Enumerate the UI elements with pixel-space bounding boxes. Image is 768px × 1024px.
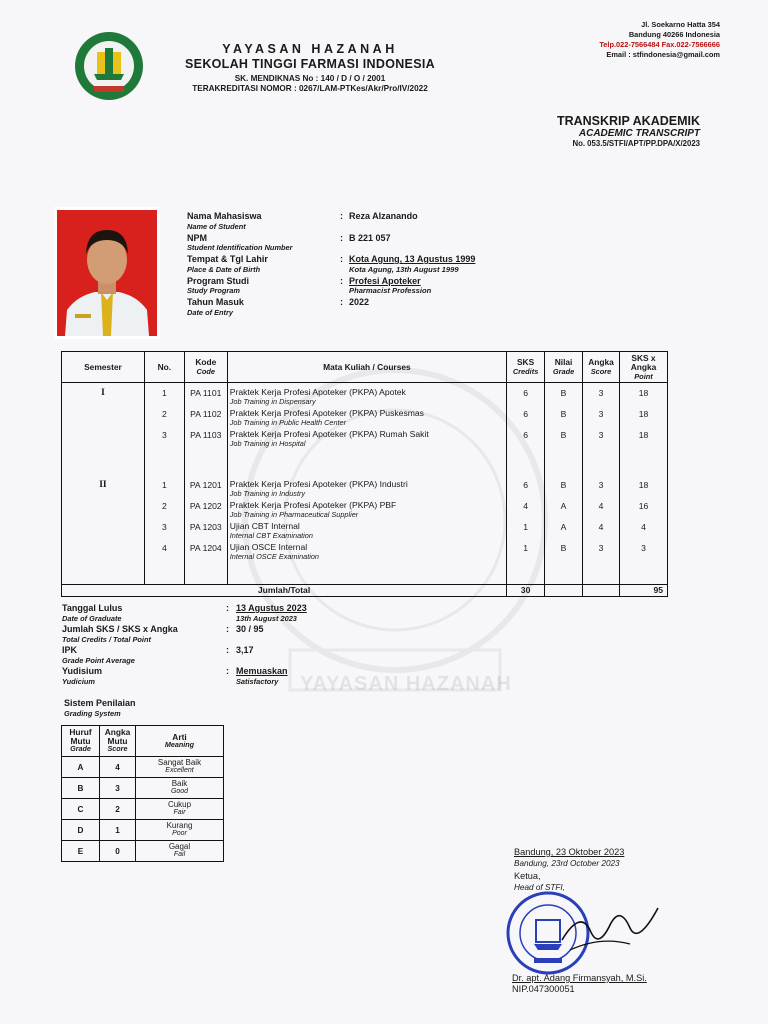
info-label: NPM [187, 232, 207, 243]
header-code-label: Kode [195, 357, 217, 367]
info-label-en: Student Identification Number [187, 243, 293, 252]
address-street: Jl. Soekarno Hatta 354 [641, 20, 720, 29]
header-point-label: SKS x [631, 352, 656, 363]
yudicium-value: Memuaskan [236, 666, 288, 676]
grading-header-score-2: Mutu [107, 735, 128, 746]
course-sks: 1 [523, 522, 528, 532]
grading-meaning [136, 820, 224, 841]
course-code: PA 1103 [190, 430, 222, 440]
grading-meaning [136, 799, 224, 820]
course-no: 1 [161, 480, 167, 490]
course-name-en: Job Training in Hospital [229, 439, 306, 448]
document-title-en: ACADEMIC TRANSCRIPT [578, 128, 700, 139]
header-sks [507, 352, 545, 383]
course-sks: 6 [523, 388, 528, 398]
grading-meaning [136, 757, 224, 778]
sign-place-date-en: Bandung, 23rd October 2023 [514, 859, 620, 868]
table-body-row [62, 383, 668, 585]
summary-label-en: Date of Graduate [62, 613, 122, 623]
address-phone: Telp.022-7566484 Fax.022-7566666 [599, 40, 720, 49]
course-code: PA 1203 [189, 522, 222, 532]
course-no: 2 [161, 501, 167, 511]
course-name-en: Job Training in Public Health Center [229, 418, 347, 427]
semester-label: I [101, 388, 105, 398]
school-name: SEKOLAH TINGGI FARMASI INDONESIA [185, 57, 435, 71]
summary-colon: : [226, 666, 229, 676]
header-score [583, 352, 620, 383]
summary-label: Tanggal Lulus [62, 603, 123, 613]
col-score [583, 383, 620, 585]
summary-label-en: Yudicium [62, 676, 95, 686]
grading-meaning-id: Gagal [168, 841, 191, 851]
grading-letter: C [62, 799, 100, 820]
grading-header-letter-1: Huruf [69, 727, 92, 738]
course-point: 4 [641, 522, 646, 532]
course-name-en: Job Training in Pharmaceutical Supplier [229, 510, 359, 519]
course-name-cell [230, 522, 313, 540]
col-course [227, 383, 506, 585]
col-code [184, 383, 227, 585]
course-score: 4 [598, 522, 604, 532]
course-name: Praktek Kerja Profesi Apoteker (PKPA) Puskesmas [229, 408, 424, 418]
course-no: 3 [161, 430, 167, 440]
header-grade-en: Grade [552, 367, 575, 376]
summary-label: IPK [62, 645, 78, 655]
student-name: Reza Alzanando [349, 211, 418, 221]
header-sks-label: SKS [516, 357, 535, 367]
col-semester [62, 383, 145, 585]
course-code: PA 1204 [189, 543, 222, 553]
grading-title: Sistem Penilaian [64, 698, 136, 708]
grading-header-score [100, 726, 136, 757]
student-photo [54, 207, 160, 339]
graduation-date: 13 Agustus 2023 [236, 603, 307, 613]
grading-row [62, 799, 224, 820]
summary-label: Jumlah SKS / SKS x Angka [62, 624, 178, 634]
header-point-en: Point [634, 371, 653, 381]
document-number: No. 053.5/STFI/APT/PP.DPA/X/2023 [572, 139, 700, 148]
grading-meaning-id: Kurang [166, 820, 193, 830]
header-code [184, 352, 227, 383]
course-sks: 6 [523, 409, 528, 419]
course-sks: 6 [523, 430, 528, 440]
grading-score: 3 [100, 778, 136, 799]
grading-score: 2 [100, 799, 136, 820]
grading-letter: E [62, 841, 100, 862]
course-point: 3 [641, 543, 646, 553]
course-name-cell [230, 501, 397, 519]
grading-header-meaning-en: Meaning [164, 740, 195, 749]
student-npm: B 221 057 [349, 232, 391, 243]
grading-row [62, 757, 224, 778]
course-code: PA 1201 [189, 480, 222, 490]
summary-label-en: Grade Point Average [62, 655, 135, 665]
watermark-text: YAYASAN HAZANAH [300, 673, 512, 695]
grading-meaning-en: Good [170, 788, 189, 795]
summary-colon: : [226, 624, 229, 634]
total-sks: 30 [507, 585, 545, 597]
course-name: Ujian OSCE Internal [229, 542, 308, 552]
course-code: PA 1102 [190, 409, 222, 419]
sign-place-date: Bandung, 23 Oktober 2023 [514, 847, 625, 857]
grading-header-letter-en: Grade [70, 744, 91, 754]
table-header-row [62, 352, 668, 383]
course-name: Praktek Kerja Profesi Apoteker (PKPA) Industri [229, 479, 408, 489]
info-colon: : [340, 275, 343, 286]
grading-header-score-1: Angka [104, 727, 131, 738]
grading-letter: B [62, 778, 100, 799]
grading-score: 0 [100, 841, 136, 862]
course-point: 18 [638, 480, 649, 490]
course-grade: A [560, 501, 567, 511]
course-score: 3 [598, 409, 604, 419]
info-label: Tahun Masuk [187, 297, 244, 307]
student-birth: Kota Agung, 13 Agustus 1999 [349, 254, 476, 264]
student-program: Profesi Apoteker [349, 275, 421, 286]
course-name: Praktek Kerja Profesi Apoteker (PKPA) PBF [229, 500, 397, 510]
info-colon: : [340, 297, 343, 307]
document-title-block [557, 114, 700, 148]
course-code: PA 1101 [190, 388, 222, 398]
course-score: 3 [598, 480, 604, 490]
header-sks-en: Credits [512, 367, 539, 376]
decree-number: SK. MENDIKNAS No : 140 / D / O / 2001 [234, 74, 386, 83]
course-point: 18 [638, 430, 649, 440]
grading-letter: D [62, 820, 100, 841]
student-program-en: Pharmacist Profession [349, 286, 432, 295]
course-no: 2 [161, 409, 167, 419]
student-entry-year: 2022 [349, 297, 370, 307]
info-colon: : [340, 232, 343, 243]
total-credits-points: 30 / 95 [236, 624, 264, 634]
semester-label: II [99, 480, 107, 490]
course-name-en: Job Training in Dispensary [229, 397, 316, 406]
signer-name: Dr. apt. Adang Firmansyah, M.Si. [512, 973, 647, 983]
course-score: 3 [598, 430, 604, 440]
courses-table [61, 351, 668, 597]
info-label: Nama Mahasiswa [187, 211, 262, 221]
info-label: Tempat & Tgl Lahir [187, 254, 268, 264]
gpa-value: 3,17 [236, 645, 254, 655]
accreditation-number: TERAKREDITASI NOMOR : 0267/LAM-PTKes/Akr/Pro/IV/2022 [192, 84, 428, 93]
sign-role: Ketua, [514, 871, 541, 881]
table-total-row [62, 585, 668, 597]
course-name-en: Internal CBT Examination [229, 531, 313, 540]
header-course [227, 352, 506, 383]
graduation-date-en: 13th August 2023 [236, 613, 297, 623]
grading-meaning-id: Cukup [167, 799, 192, 809]
yudicium-value-en: Satisfactory [236, 676, 279, 686]
header-point [619, 352, 667, 383]
sign-role-en: Head of STFI, [514, 883, 565, 892]
course-grade: B [560, 430, 567, 440]
grading-row [62, 841, 224, 862]
grading-score: 4 [100, 757, 136, 778]
grading-header-meaning [136, 726, 224, 757]
header-grade-label: Nilai [554, 357, 573, 367]
course-grade: B [560, 480, 567, 490]
col-no [144, 383, 184, 585]
grading-letter: A [62, 757, 100, 778]
course-grade: B [560, 388, 567, 398]
course-grade: B [560, 409, 567, 419]
course-score: 3 [598, 543, 604, 553]
course-name-cell [230, 388, 406, 406]
address-email: Email : stfindonesia@gmail.com [606, 50, 720, 59]
total-point: 95 [619, 585, 667, 597]
course-code: PA 1202 [189, 501, 222, 511]
course-name: Ujian CBT Internal [229, 521, 300, 531]
grading-score: 1 [100, 820, 136, 841]
header-score-label: Angka [588, 357, 614, 367]
col-grade [545, 383, 583, 585]
col-sks [507, 383, 545, 585]
grading-header-letter-2: Mutu [70, 735, 91, 746]
signer-block [512, 973, 647, 995]
school-address [599, 20, 720, 60]
grading-meaning-id: Sangat Baik [157, 757, 202, 767]
grading-row [62, 778, 224, 799]
summary-colon: : [226, 603, 229, 613]
header-score-en: Score [590, 367, 612, 376]
col-point [619, 383, 667, 585]
grading-header-row [62, 726, 224, 757]
info-label-en: Place & Date of Birth [187, 264, 261, 274]
grading-system-title [64, 699, 136, 718]
grading-header-score-en: Score [107, 744, 128, 754]
grading-row [62, 820, 224, 841]
course-grade: B [560, 543, 567, 553]
grading-meaning-en: Fail [173, 851, 186, 858]
grading-header-meaning-1: Arti [172, 731, 187, 742]
course-no: 1 [161, 388, 167, 398]
grading-meaning-en: Fair [173, 809, 186, 816]
course-point: 18 [638, 388, 649, 398]
course-name: Praktek Kerja Profesi Apoteker (PKPA) Rumah Sakit [229, 429, 429, 439]
document-title: TRANSKRIP AKADEMIK [556, 114, 700, 128]
institution-header [150, 42, 470, 93]
address-city: Bandung 40266 Indonesia [628, 30, 720, 39]
grading-meaning-id: Baik [171, 778, 188, 788]
course-grade: A [560, 522, 567, 532]
grading-header-letter [62, 726, 100, 757]
student-portrait-image [57, 210, 157, 336]
handwritten-signature [560, 900, 660, 960]
header-grade [545, 352, 583, 383]
course-name-en: Job Training in Industry [229, 489, 306, 498]
info-label-en: Name of Student [187, 221, 246, 231]
summary-colon: : [226, 645, 229, 655]
school-logo [72, 30, 146, 102]
course-no: 3 [161, 522, 167, 532]
header-semester: Semester [62, 352, 145, 383]
info-label-en: Study Program [187, 286, 240, 295]
header-course-label: Mata Kuliah / Courses [323, 361, 411, 372]
signature-block [514, 846, 624, 894]
course-name-cell [230, 409, 424, 427]
course-sks: 4 [523, 501, 528, 511]
course-point: 18 [638, 409, 649, 419]
course-name-en: Internal OSCE Examination [229, 552, 319, 561]
course-name-cell [230, 543, 319, 561]
info-label-en: Date of Entry [187, 307, 233, 317]
foundation-name: YAYASAN HAZANAH [222, 42, 398, 56]
signer-nip: NIP.047300051 [512, 984, 575, 994]
total-label: Jumlah/Total [62, 585, 507, 597]
course-sks: 6 [523, 480, 528, 490]
header-no: No. [144, 352, 184, 383]
total-empty-grade [545, 585, 583, 597]
grading-meaning-en: Poor [172, 830, 187, 837]
grading-table [61, 725, 224, 862]
info-colon: : [340, 254, 343, 264]
grading-title-en: Grading System [64, 708, 121, 718]
info-colon: : [340, 211, 343, 221]
header-point-label2: Angka [630, 361, 657, 372]
grading-meaning-en: Excellent [165, 767, 194, 774]
total-empty-score [583, 585, 620, 597]
course-score: 3 [598, 388, 604, 398]
course-score: 4 [598, 501, 604, 511]
grading-meaning [136, 841, 224, 862]
grading-meaning [136, 778, 224, 799]
header-code-en: Code [196, 367, 216, 376]
course-name: Praktek Kerja Profesi Apoteker (PKPA) Apotek [229, 387, 406, 397]
course-point: 16 [638, 501, 649, 511]
summary-label: Yudisium [62, 666, 103, 676]
summary-label-en: Total Credits / Total Point [62, 634, 151, 644]
student-birth-en: Kota Agung, 13th August 1999 [349, 264, 459, 274]
info-label: Program Studi [187, 275, 250, 286]
course-name-cell [230, 430, 429, 448]
course-name-cell [230, 480, 408, 498]
course-no: 4 [161, 543, 167, 553]
course-sks: 1 [523, 543, 528, 553]
